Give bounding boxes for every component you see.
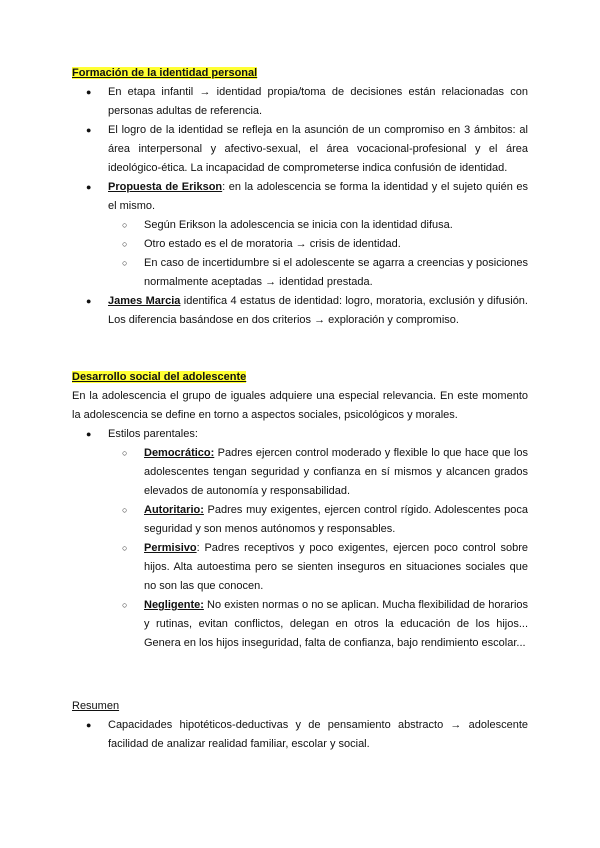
circle-bullet-icon: ○ (122, 258, 128, 268)
style-text: Padres muy exigentes, ejercen control rígido. Adolescentes poca seguridad y son menos autónomos y responsables. (144, 504, 528, 535)
sublist-item (108, 254, 528, 292)
bullet-icon: ● (86, 429, 92, 439)
section-heading-social (72, 368, 528, 387)
list-item-text: El logro de la identidad se refleja en la asunción de un compromiso en 3 ámbitos: al área interpersonal y afectivo-sexual, el área vocacional-profesional y el área ideológico-ética. La incapacidad de comprometerse indica confusión de identidad. (108, 124, 528, 174)
section-title: Resumen (72, 700, 120, 712)
circle-bullet-icon: ○ (122, 543, 128, 553)
section-title: Formación de la identidad personal (72, 67, 258, 79)
circle-bullet-icon: ○ (122, 220, 128, 230)
section-spacer (72, 653, 528, 697)
bullet-icon: ● (86, 720, 92, 730)
circle-bullet-icon: ○ (122, 600, 128, 610)
list-item-term: James Marcia (108, 295, 181, 307)
identidad-list (72, 83, 528, 330)
sublist-item (108, 539, 528, 596)
bullet-icon: ● (86, 87, 92, 97)
list-item (72, 83, 528, 121)
bullet-icon: ● (86, 125, 92, 135)
style-text: No existen normas o no se aplican. Mucha flexibilidad de horarios y rutinas, evitan conflictos, delegan en otros la educación de los hijos... Genera en los hijos inseguridad, falta de confianza, bajo rendimiento escolar... (144, 599, 528, 649)
sublist-item-text: En caso de incertidumbre si el adolescente se agarra a creencias y posiciones normalmente aceptadas → identidad prestada. (144, 257, 528, 288)
list-item-text: Capacidades hipotéticos-deductivas y de pensamiento abstracto → adolescente facilidad de analizar realidad familiar, escolar y social. (108, 719, 528, 750)
bullet-icon: ● (86, 182, 92, 192)
list-item-term: Propuesta de Erikson (108, 181, 223, 193)
list-item-text: En etapa infantil → identidad propia/toma de decisiones están relacionadas con personas adultas de referencia. (108, 86, 528, 117)
list-item-text: : en la adolescencia se forma la identidad y el sujeto quién es el mismo. (108, 181, 529, 212)
style-term: Negligente: (144, 599, 204, 611)
bullet-icon: ● (86, 296, 92, 306)
style-term: Permisivo (144, 542, 197, 554)
sublist-item (108, 235, 528, 254)
style-term: Autoritario: (144, 504, 204, 516)
sublist-item (108, 216, 528, 235)
list-item (72, 121, 528, 178)
sublist-item (108, 444, 528, 501)
circle-bullet-icon: ○ (122, 239, 128, 249)
sublist-item-text: Otro estado es el de moratoria → crisis de identidad. (144, 238, 401, 250)
circle-bullet-icon: ○ (122, 448, 128, 458)
list-item (72, 716, 528, 754)
sublist-item (108, 596, 528, 653)
sublist-item-text: Según Erikson la adolescencia se inicia con la identidad difusa. (144, 219, 453, 231)
style-text: Padres ejercen control moderado y flexible lo que hace que los adolescentes tengan seguridad y confianza en sí mismos y alcancen grados elevados de autonomía y responsabilidad. (144, 447, 528, 497)
style-term: Democrático: (144, 447, 215, 459)
section-heading-identidad (72, 64, 528, 83)
parenting-styles-sublist (108, 444, 528, 653)
list-item (72, 178, 528, 292)
resumen-list (72, 716, 528, 754)
list-item (72, 292, 528, 330)
document-page (72, 64, 528, 754)
section-spacer (72, 330, 528, 368)
list-item-text: Estilos parentales: (108, 428, 198, 440)
section-title: Desarrollo social del adolescente (72, 371, 247, 383)
section-intro: En la adolescencia el grupo de iguales adquiere una especial relevancia. En este momento la adolescencia se define en torno a aspectos sociales, psicológicos y morales. (72, 390, 528, 421)
list-item (72, 425, 528, 653)
erikson-sublist (108, 216, 528, 292)
sublist-item (108, 501, 528, 539)
section-heading-resumen (72, 697, 528, 716)
circle-bullet-icon: ○ (122, 505, 128, 515)
style-text: : Padres receptivos y poco exigentes, ejercen poco control sobre hijos. Alta autoestima pero se sienten inseguros en situaciones sociales que no son las que conocen. (144, 542, 528, 592)
list-item-text: identifica 4 estatus de identidad: logro, moratoria, exclusión y difusión. Los diferencia basándose en dos criterios → exploración y compromiso. (108, 295, 528, 326)
social-list (72, 425, 528, 653)
